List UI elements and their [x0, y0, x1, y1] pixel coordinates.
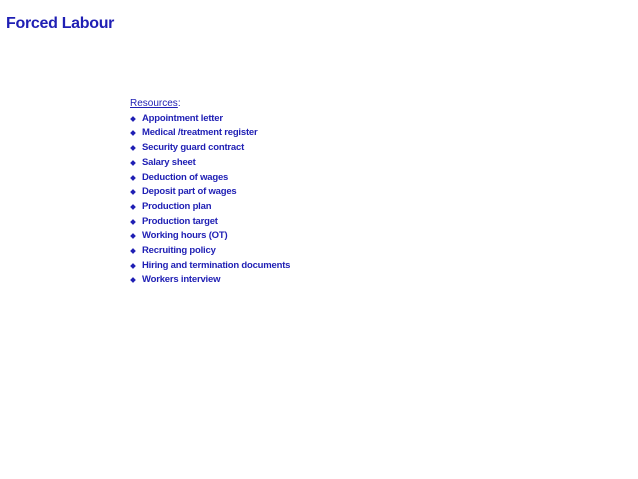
list-item-label: Workers interview — [142, 274, 221, 286]
list-item — [130, 200, 290, 215]
resources-heading-label: Resources — [130, 98, 178, 109]
list-item — [130, 112, 290, 127]
diamond-bullet-icon — [130, 116, 136, 122]
list-item-label: Production plan — [142, 200, 212, 212]
list-item — [130, 171, 290, 186]
slide-title: Forced Labour — [6, 15, 115, 32]
diamond-bullet-icon — [130, 204, 136, 210]
diamond-bullet-icon — [130, 131, 136, 137]
diamond-bullet-icon — [130, 145, 136, 151]
list-item-label: Salary sheet — [142, 156, 196, 168]
list-item-label: Security guard contract — [142, 142, 245, 154]
list-item — [130, 126, 290, 141]
diamond-bullet-icon — [130, 219, 136, 225]
diamond-bullet-icon — [130, 263, 136, 269]
list-item — [130, 244, 290, 259]
diamond-bullet-icon — [130, 175, 136, 181]
list-item — [130, 259, 290, 274]
list-item — [130, 156, 290, 171]
list-item — [130, 215, 290, 230]
resources-heading-colon: : — [177, 98, 181, 109]
list-item-label: Working hours (OT) — [142, 230, 228, 242]
diamond-bullet-icon — [130, 189, 136, 195]
list-item-label: Recruiting policy — [142, 245, 216, 257]
list-item-label: Production target — [142, 215, 218, 227]
list-item-label: Medical /treatment register — [142, 127, 258, 139]
list-item — [130, 273, 290, 288]
list-item — [130, 185, 290, 200]
list-item-label: Hiring and termination documents — [142, 259, 291, 271]
resources-list — [130, 112, 290, 288]
diamond-bullet-icon — [130, 233, 136, 239]
resources-heading — [130, 97, 290, 112]
resources-section — [130, 97, 290, 288]
diamond-bullet-icon — [130, 278, 136, 284]
list-item — [130, 229, 290, 244]
diamond-bullet-icon — [130, 248, 136, 254]
list-item-label: Deposit part of wages — [142, 186, 237, 198]
list-item-label: Deduction of wages — [142, 171, 229, 183]
list-item-label: Appointment letter — [142, 112, 223, 124]
list-item — [130, 141, 290, 156]
diamond-bullet-icon — [130, 160, 136, 166]
